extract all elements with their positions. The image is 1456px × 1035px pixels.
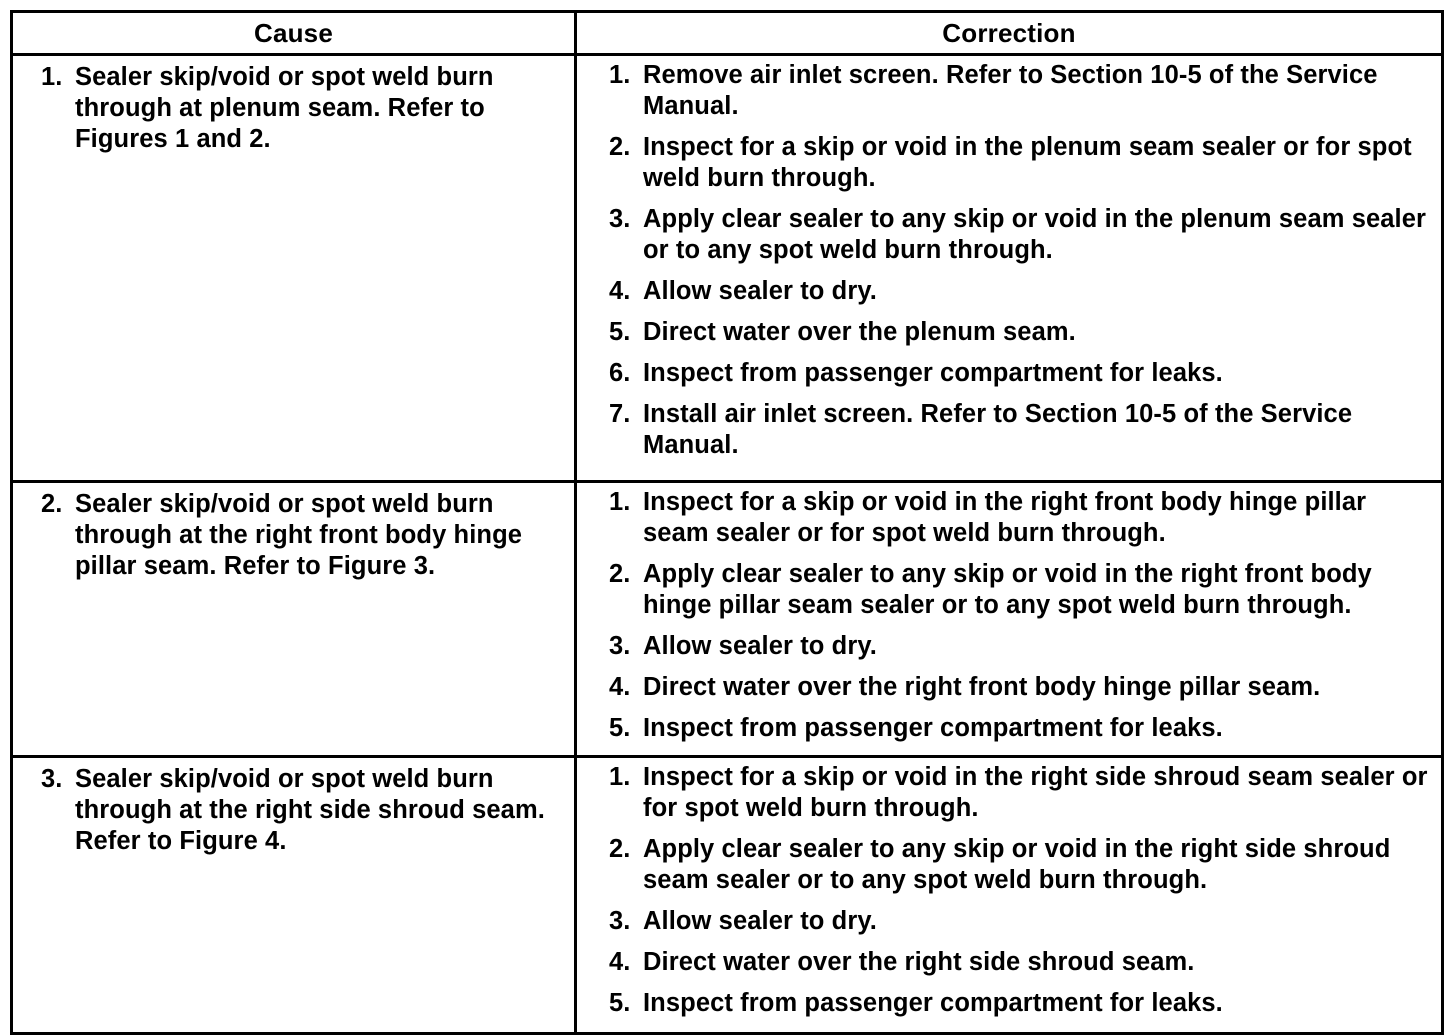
correction-step [609, 988, 1433, 1019]
cause-number: 3. [41, 765, 63, 793]
correction-step [609, 762, 1433, 824]
step-number: 1. [609, 763, 631, 791]
cause-text: Sealer skip/void or spot weld burn through at the right front body hinge pillar seam. Refer to Figure 3. [75, 490, 523, 580]
step-number: 2. [609, 133, 631, 161]
correction-step [609, 672, 1433, 703]
correction-step [609, 834, 1433, 896]
step-number: 4. [609, 277, 631, 305]
correction-step [609, 487, 1433, 549]
correction-step [609, 276, 1433, 307]
step-number: 5. [609, 714, 631, 742]
correction-step [609, 204, 1433, 266]
correction-step [609, 132, 1433, 194]
cause-text: Sealer skip/void or spot weld burn through at the right side shroud seam. Refer to Figure 4. [75, 765, 545, 855]
cause-item [41, 62, 564, 155]
correction-step [609, 60, 1433, 122]
step-text: Inspect from passenger compartment for leaks. [643, 714, 1223, 742]
correction-step [609, 317, 1433, 348]
step-number: 1. [609, 61, 631, 89]
step-text: Allow sealer to dry. [643, 632, 877, 660]
correction-step [609, 631, 1433, 662]
correction-step [609, 947, 1433, 978]
table-row [12, 55, 1443, 482]
step-number: 5. [609, 989, 631, 1017]
header-cause: Cause [12, 12, 576, 55]
cause-cell [12, 55, 576, 482]
correction-step [609, 399, 1433, 461]
step-number: 5. [609, 318, 631, 346]
step-text: Inspect for a skip or void in the right side shroud seam sealer or for spot weld burn through. [643, 763, 1428, 822]
step-text: Apply clear sealer to any skip or void in the right side shroud seam sealer or to any spot weld burn through. [643, 835, 1391, 894]
correction-step [609, 713, 1433, 744]
step-text: Allow sealer to dry. [643, 907, 877, 935]
cause-number: 1. [41, 63, 63, 91]
step-text: Inspect from passenger compartment for leaks. [643, 359, 1223, 387]
cause-number: 2. [41, 490, 63, 518]
cause-cell [12, 482, 576, 757]
step-number: 4. [609, 673, 631, 701]
step-number: 1. [609, 488, 631, 516]
step-number: 2. [609, 560, 631, 588]
cause-item [41, 764, 564, 857]
step-text: Direct water over the plenum seam. [643, 318, 1076, 346]
step-text: Inspect for a skip or void in the right front body hinge pillar seam sealer or for spot weld burn through. [643, 488, 1367, 547]
step-text: Inspect for a skip or void in the plenum seam sealer or for spot weld burn through. [643, 133, 1412, 192]
step-text: Remove air inlet screen. Refer to Section 10-5 of the Service Manual. [643, 61, 1378, 120]
step-text: Allow sealer to dry. [643, 277, 877, 305]
cause-correction-table [10, 10, 1444, 1035]
step-text: Apply clear sealer to any skip or void in the plenum seam sealer or to any spot weld burn through. [643, 205, 1427, 264]
step-number: 3. [609, 632, 631, 660]
step-text: Apply clear sealer to any skip or void in the right front body hinge pillar seam sealer or to any spot weld burn through. [643, 560, 1372, 619]
step-number: 3. [609, 205, 631, 233]
step-number: 6. [609, 359, 631, 387]
step-number: 3. [609, 907, 631, 935]
correction-step [609, 358, 1433, 389]
correction-step [609, 559, 1433, 621]
step-number: 4. [609, 948, 631, 976]
correction-step [609, 906, 1433, 937]
step-number: 7. [609, 400, 631, 428]
header-row [12, 12, 1443, 55]
step-text: Install air inlet screen. Refer to Section 10-5 of the Service Manual. [643, 400, 1353, 459]
cause-text: Sealer skip/void or spot weld burn through at plenum seam. Refer to Figures 1 and 2. [75, 63, 494, 153]
step-text: Direct water over the right side shroud seam. [643, 948, 1195, 976]
cause-item [41, 489, 564, 582]
correction-cell [576, 757, 1443, 1034]
correction-cell [576, 55, 1443, 482]
step-number: 2. [609, 835, 631, 863]
step-text: Inspect from passenger compartment for leaks. [643, 989, 1223, 1017]
table-row [12, 482, 1443, 757]
header-correction: Correction [576, 12, 1443, 55]
step-text: Direct water over the right front body hinge pillar seam. [643, 673, 1321, 701]
table-row [12, 757, 1443, 1034]
cause-cell [12, 757, 576, 1034]
correction-cell [576, 482, 1443, 757]
